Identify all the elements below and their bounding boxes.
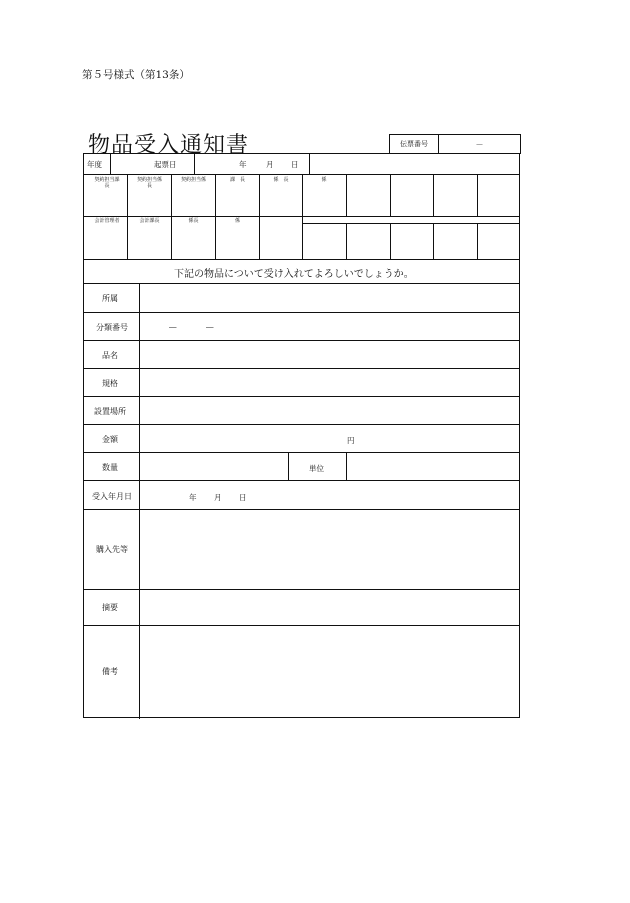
slip-number-value[interactable]: － <box>475 139 484 149</box>
quantity-label: 数量 <box>102 463 118 472</box>
issue-date-label: 起票日 <box>154 160 177 169</box>
notice-text: 下記の物品について受け入れてよろしいでしょうか。 <box>174 269 414 280</box>
approval-contract-chief: 契約担当係 長 <box>136 177 162 189</box>
unit-label: 単位 <box>309 464 324 473</box>
receipt-month-label: 月 <box>214 493 222 502</box>
page-title: 物品受入通知書 <box>88 133 250 158</box>
receipt-date-label: 受入年月日 <box>92 492 132 501</box>
issue-year-label: 年 <box>239 160 247 169</box>
issue-month-label: 月 <box>266 160 274 169</box>
item-name-label: 品名 <box>102 351 118 360</box>
classification-label: 分類番号 <box>96 323 128 332</box>
approval-accounting-staff: 係 <box>234 218 240 224</box>
amount-unit: 円 <box>347 436 355 445</box>
issue-day-label: 日 <box>291 160 299 169</box>
slip-number-box <box>389 134 521 154</box>
approval-contract-staff: 契約担当係 <box>180 177 206 183</box>
approval-contract-manager: 契約担当課 長 <box>94 177 120 189</box>
classification-dash-2: ― <box>206 322 214 331</box>
approval-accounting-section-chief: 会計課長 <box>139 218 160 224</box>
fiscal-year-label: 年度 <box>87 160 102 169</box>
remarks-label: 備考 <box>102 667 118 676</box>
form-number: 第５号様式（第13条） <box>82 69 190 81</box>
approval-section-chief: 課 長 <box>229 177 245 183</box>
approval-accounting-sub-chief: 係長 <box>188 218 199 224</box>
approval-accounting-manager: 会計管理者 <box>94 218 120 224</box>
department-label: 所属 <box>102 294 118 303</box>
slip-number-label: 伝票番号 <box>390 135 439 153</box>
spec-label: 規格 <box>102 379 118 388</box>
amount-label: 金額 <box>102 435 118 444</box>
approval-staff: 係 <box>321 177 327 183</box>
receipt-day-label: 日 <box>239 493 247 502</box>
location-label: 設置場所 <box>94 407 126 416</box>
summary-label: 摘要 <box>102 603 118 612</box>
classification-dash-1: ― <box>169 322 177 331</box>
supplier-label: 購入先等 <box>96 545 128 554</box>
receipt-year-label: 年 <box>189 493 197 502</box>
approval-sub-chief: 係 長 <box>273 177 289 183</box>
form-frame <box>83 153 520 718</box>
